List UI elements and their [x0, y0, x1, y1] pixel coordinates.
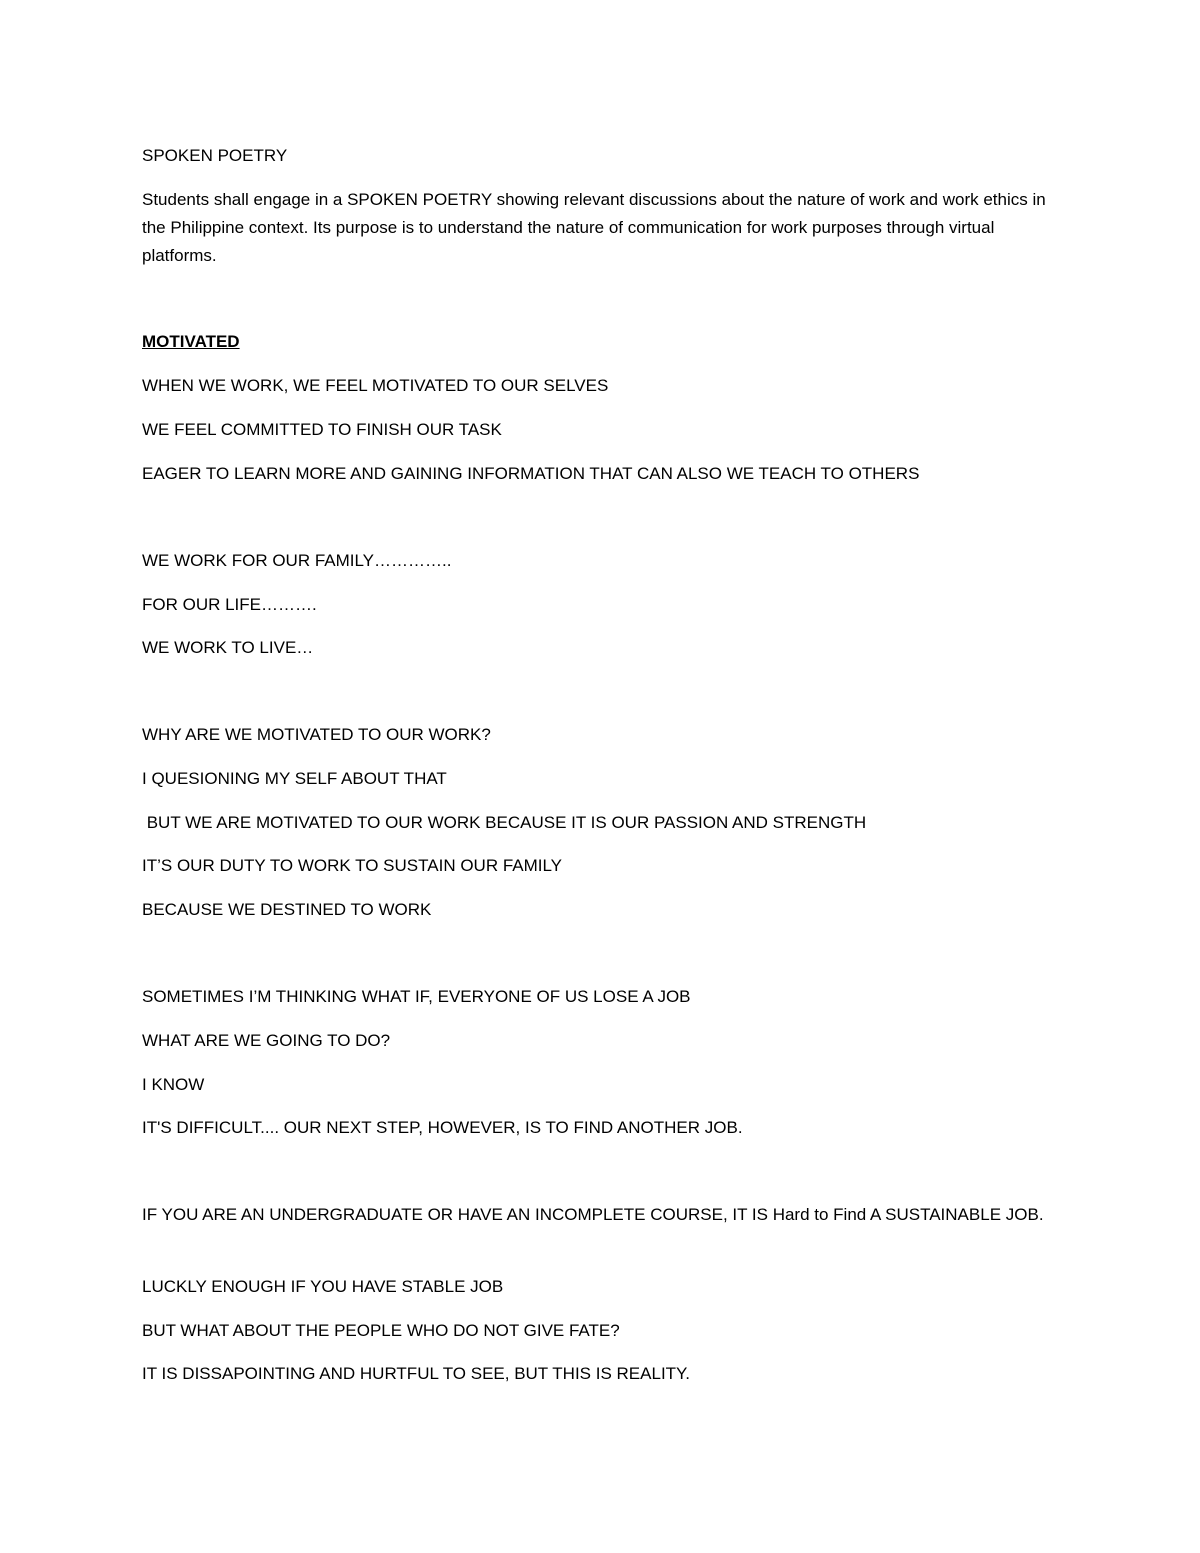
document-title: SPOKEN POETRY	[142, 146, 288, 165]
poem-line: IT IS DISSAPOINTING AND HURTFUL TO SEE, BUT THIS IS REALITY.	[142, 1364, 690, 1383]
poem-line: BUT WE ARE MOTIVATED TO OUR WORK BECAUSE IT IS OUR PASSION AND STRENGTH	[142, 813, 867, 832]
poem-line: I QUESIONING MY SELF ABOUT THAT	[142, 769, 447, 788]
poem-line: WHEN WE WORK, WE FEEL MOTIVATED TO OUR SELVES	[142, 376, 609, 395]
poem-line: EAGER TO LEARN MORE AND GAINING INFORMATION THAT CAN ALSO WE TEACH TO OTHERS	[142, 464, 920, 483]
poem-line: LUCKLY ENOUGH IF YOU HAVE STABLE JOB	[142, 1277, 504, 1296]
poem-line: FOR OUR LIFE……….	[142, 595, 317, 614]
poem-line: WE FEEL COMMITTED TO FINISH OUR TASK	[142, 420, 502, 439]
poem-line: WE WORK TO LIVE…	[142, 638, 314, 657]
poem-line: BECAUSE WE DESTINED TO WORK	[142, 900, 432, 919]
poem-line: BUT WHAT ABOUT THE PEOPLE WHO DO NOT GIVE FATE?	[142, 1321, 620, 1340]
poem-title: MOTIVATED	[142, 332, 240, 351]
poem-line: WHAT ARE WE GOING TO DO?	[142, 1031, 391, 1050]
poem-line: IT'S DIFFICULT.... OUR NEXT STEP, HOWEVER, IS TO FIND ANOTHER JOB.	[142, 1118, 743, 1137]
poem-line: IT’S OUR DUTY TO WORK TO SUSTAIN OUR FAMILY	[142, 856, 563, 875]
poem-line: SOMETIMES I’M THINKING WHAT IF, EVERYONE OF US LOSE A JOB	[142, 987, 691, 1006]
intro-paragraph: Students shall engage in a SPOKEN POETRY showing relevant discussions about the nature of work and work ethics in the Philippine context. Its purpose is to understand the nature of communication for work purposes through virtual platforms.	[142, 190, 1046, 265]
poem-line: IF YOU ARE AN UNDERGRADUATE OR HAVE AN INCOMPLETE COURSE, IT IS Hard to Find A SUSTAINABLE JOB.	[142, 1205, 1044, 1224]
poem-line: WE WORK FOR OUR FAMILY…………..	[142, 551, 452, 570]
poem-line: I KNOW	[142, 1075, 205, 1094]
poem-line: WHY ARE WE MOTIVATED TO OUR WORK?	[142, 725, 491, 744]
